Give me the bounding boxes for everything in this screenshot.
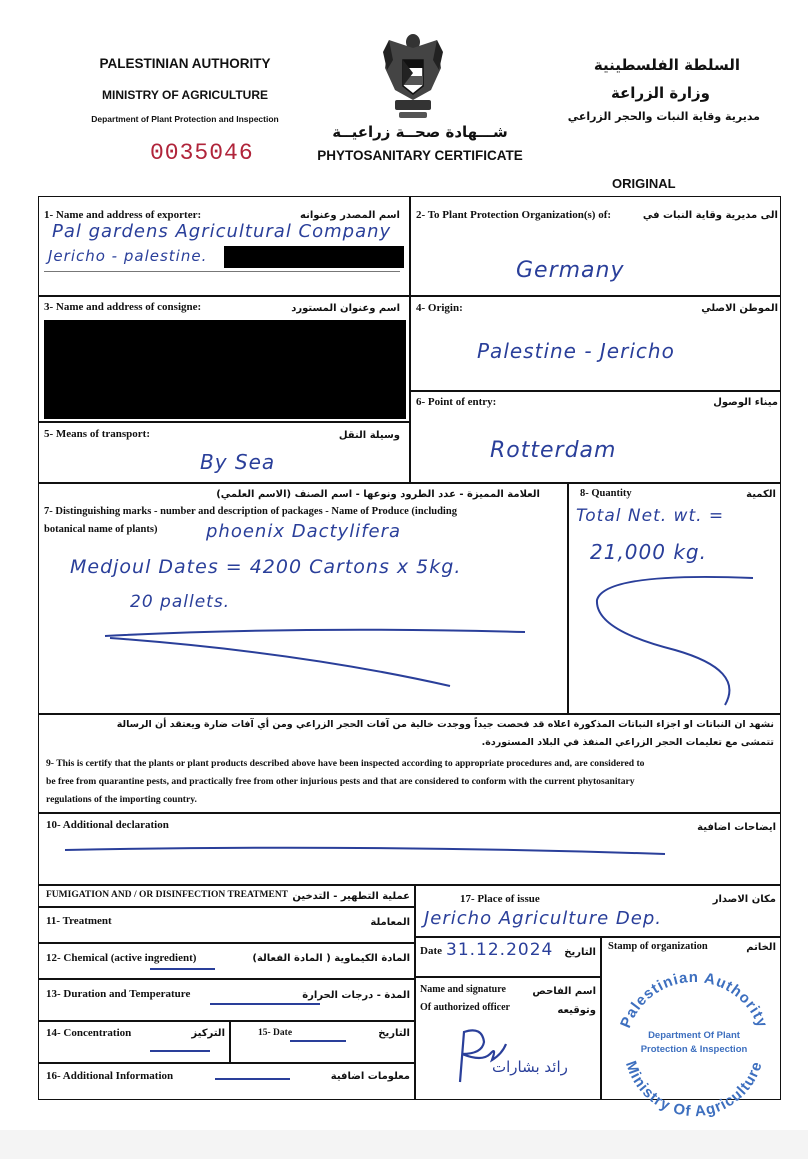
origin-value: Palestine - Jericho (477, 339, 675, 363)
treatment-label-ar: المعاملة (370, 917, 410, 928)
exporter-name: Pal gardens Agricultural Company (52, 221, 392, 242)
transport-label-ar: وسيلة النقل (338, 430, 400, 441)
date-15-label: 15- Date (258, 1028, 293, 1038)
issue-date-label: Date (420, 945, 442, 957)
declaration-label: 10- Additional declaration (46, 819, 169, 831)
title-en: PHYTOSANITARY CERTIFICATE (317, 148, 523, 163)
chemical-label: 12- Chemical (active ingredient) (46, 952, 197, 964)
cancel-stroke-icon (100, 622, 530, 702)
redaction-bar (224, 246, 404, 268)
transport-label: 5- Means of transport: (44, 428, 151, 440)
department-en: Department of Plant Protection and Inspection (91, 114, 279, 124)
authority-ar: السلطة الفلسطينية (593, 56, 740, 74)
entry-label-ar: ميناء الوصول (713, 397, 778, 408)
treatment-label: 11- Treatment (46, 915, 112, 927)
place-of-issue-label-ar: مكان الاصدار (712, 894, 776, 905)
declaration-cancel-stroke-icon (60, 840, 670, 860)
consignee-label: 3- Name and address of consigne: (44, 301, 202, 313)
produce-label-line1: 7- Distinguishing marks - number and description of packages - Name of Produce (including (44, 506, 457, 517)
destination-label-ar: الى مديرية وقاية النبات في (642, 210, 778, 221)
concentration-label: 14- Concentration (46, 1027, 132, 1039)
signature-label-line2: Of authorized officer (420, 1002, 510, 1013)
certification-en-line1: 9- This is certify that the plants or plant products described above have been inspected according to appropriate procedures and, are considered to (46, 758, 645, 769)
consignee-label-ar: اسم وعنوان المستورد (291, 303, 400, 314)
date-15-label-ar: التاريخ (378, 1028, 410, 1039)
quantity-label-ar: الكمية (746, 489, 776, 500)
stamp-line1: Department Of Plant (648, 1030, 740, 1041)
signature-label-ar-line2: وتوقيعه (557, 1005, 596, 1016)
issue-date-value: 31.12.2024 (446, 940, 554, 960)
concentration-label-ar: التركيز (191, 1028, 225, 1039)
transport-value: By Sea (200, 450, 276, 474)
ministry-en: MINISTRY OF AGRICULTURE (102, 88, 268, 102)
eagle-emblem-icon (383, 30, 443, 122)
certification-en-line3: regulations of the importing country. (46, 794, 197, 805)
quantity-label: 8- Quantity (580, 488, 632, 499)
exporter-label: 1- Name and address of exporter: (44, 209, 202, 221)
certification-en-line2: be free from quarantine pests, and practically free from other injurious pests and that are considered to conform with the current phytosanitary (46, 776, 635, 787)
entry-label: 6- Point of entry: (416, 396, 497, 408)
origin-label: 4- Origin: (416, 302, 463, 314)
certification-ar-line2: تتمشى مع تعليمات الحجر الزراعي المنفذ في البلاد المستوردة. (481, 737, 774, 748)
quantity-cancel-stroke-icon (585, 570, 765, 710)
svg-text:Palestinian Authority: Palestinian Authority (617, 968, 771, 1031)
net-weight-value: 21,000 kg. (590, 540, 707, 564)
title-ar: شـــهادة صحــة زراعيــة (332, 123, 508, 141)
serial-number: 0035046 (150, 140, 254, 166)
fumigation-label-ar: عملية التطهير - التدخين (292, 891, 410, 902)
additional-info-label-ar: معلومات اضافية (330, 1071, 410, 1082)
origin-label-ar: الموطن الاصلي (701, 303, 778, 314)
additional-info-label: 16- Additional Information (46, 1070, 174, 1082)
signature-icon (442, 1024, 512, 1090)
declaration-label-ar: ايضاحات اضافية (697, 822, 776, 833)
redaction-block (44, 320, 406, 419)
stamp-line2: Protection & Inspection (640, 1044, 748, 1055)
produce-description: Medjoul Dates = 4200 Cartons x 5kg. (70, 556, 462, 578)
destination-label: 2- To Plant Protection Organization(s) of: (416, 209, 612, 221)
stamp-org-label-ar: الخاتم (746, 942, 776, 953)
copy-type: ORIGINAL (612, 176, 676, 191)
entry-value: Rotterdam (490, 438, 617, 463)
duration-label-ar: المدة - درجات الحرارة (302, 990, 410, 1001)
ministry-ar: وزارة الزراعة (610, 84, 710, 102)
fumigation-label: FUMIGATION AND / OR DISINFECTION TREATMENT (46, 890, 289, 900)
svg-text:Ministry Of Agriculture: Ministry Of Agriculture (622, 1058, 766, 1121)
place-of-issue-label: 17- Place of issue (460, 893, 540, 905)
chemical-label-ar: المادة الكيماوية ( المادة الفعالة) (252, 953, 410, 964)
destination-value: Germany (516, 258, 625, 283)
net-weight-label: Total Net. wt. = (576, 506, 725, 526)
produce-label-ar: العلامة المميزة - عدد الطرود ونوعها - اسم الصنف (الاسم العلمي) (216, 489, 540, 500)
produce-label-line2: botanical name of plants) (44, 524, 158, 535)
signature-label-ar-line1: اسم الفاحص (532, 986, 596, 997)
issue-date-label-ar: التاريخ (564, 947, 596, 958)
pallets-count: 20 pallets. (130, 592, 231, 612)
department-ar: مديرية وقاية النبات والحجر الزراعي (567, 110, 760, 123)
certification-ar-line1: نشهد ان النباتات او اجزاء النباتات المذكورة اعلاه قد فحصت جيداً ووجدت خالية من آفات الحجر الزراعي ومن أي آفات ضارة ويعتقد أن الرسالة (116, 719, 774, 730)
officer-name-ar: رائد بشارات (492, 1058, 568, 1076)
exporter-address: Jericho - palestine. (48, 247, 208, 265)
place-of-issue-value: Jericho Agriculture Dep. (424, 908, 663, 929)
authority-en: PALESTINIAN AUTHORITY (99, 56, 271, 71)
botanical-name: phoenix Dactylifera (206, 521, 402, 542)
signature-label-line1: Name and signature (420, 984, 506, 995)
stamp-org-label: Stamp of organization (608, 941, 708, 952)
exporter-label-ar: اسم المصدر وعنوانه (300, 210, 400, 221)
duration-label: 13- Duration and Temperature (46, 988, 191, 1000)
